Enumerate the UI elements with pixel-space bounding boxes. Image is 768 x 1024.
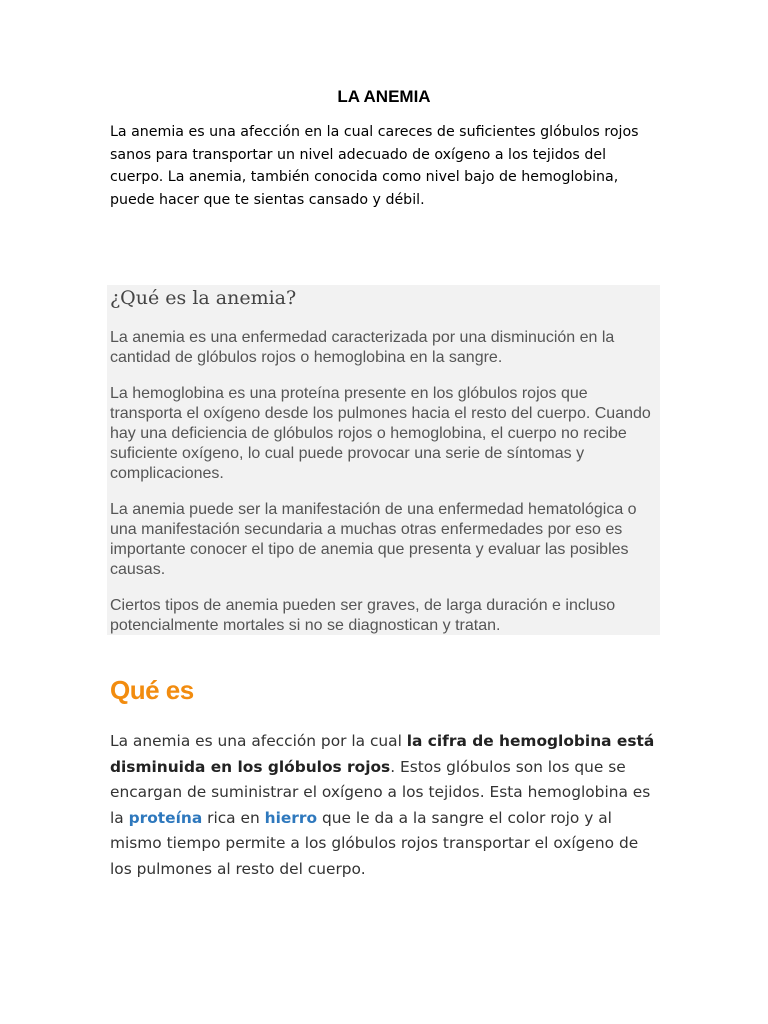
- text-segment: rica en: [202, 808, 265, 827]
- que-es-paragraph: [110, 729, 655, 882]
- grey-info-box: [107, 285, 660, 635]
- grey-paragraph-2: La hemoglobina es una proteína presente en los glóbulos rojos que transporta el oxígeno desde los pulmones hacia el resto del cuerpo. Cuando hay una deficiencia de glóbulos rojos o hemoglobina, el cuerpo no recibe suficiente oxígeno, lo cual puede provocar una serie de síntomas y complicaciones.: [110, 385, 651, 482]
- link-proteina[interactable]: proteína: [128, 808, 203, 827]
- grey-paragraph-1: La anemia es una enfermedad caracterizada por una disminución en la cantidad de glóbulos rojos o hemoglobina en la sangre.: [110, 329, 615, 366]
- que-es-heading: Qué es: [110, 675, 194, 705]
- grey-paragraph-3: La anemia puede ser la manifestación de una enfermedad hematológica o una manifestación secundaria a muchas otras enfermedades por eso es importante conocer el tipo de anemia que presenta y evaluar las posibles causas.: [110, 501, 637, 578]
- bold-emphasis: la cifra de hemoglobina está disminuida en los glóbulos rojos: [110, 732, 655, 776]
- page-title: LA ANEMIA: [337, 87, 431, 106]
- text-segment: . Estos glóbulos son los que se encargan de suministrar el oxígeno a los tejidos. Esta hemoglobina es la: [110, 757, 651, 827]
- intro-paragraph: La anemia es una afección en la cual careces de suficientes glóbulos rojos sanos para transportar un nivel adecuado de oxígeno a los tejidos del cuerpo. La anemia, también conocida como nivel bajo de hemoglobina, puede hacer que te sientas cansado y débil.: [110, 124, 639, 208]
- grey-paragraph-4: Ciertos tipos de anemia pueden ser graves, de larga duración e incluso potencialmente mortales si no se diagnostican y tratan.: [110, 597, 616, 634]
- text-segment: La anemia es una afección por la cual: [110, 732, 407, 750]
- text-segment: que le da a la sangre el color rojo y al mismo tiempo permite a los glóbulos rojos transportar el oxígeno de los pulmones al resto del cuerpo.: [110, 808, 639, 878]
- link-hierro[interactable]: hierro: [264, 808, 318, 827]
- section-heading: ¿Qué es la anemia?: [110, 287, 297, 309]
